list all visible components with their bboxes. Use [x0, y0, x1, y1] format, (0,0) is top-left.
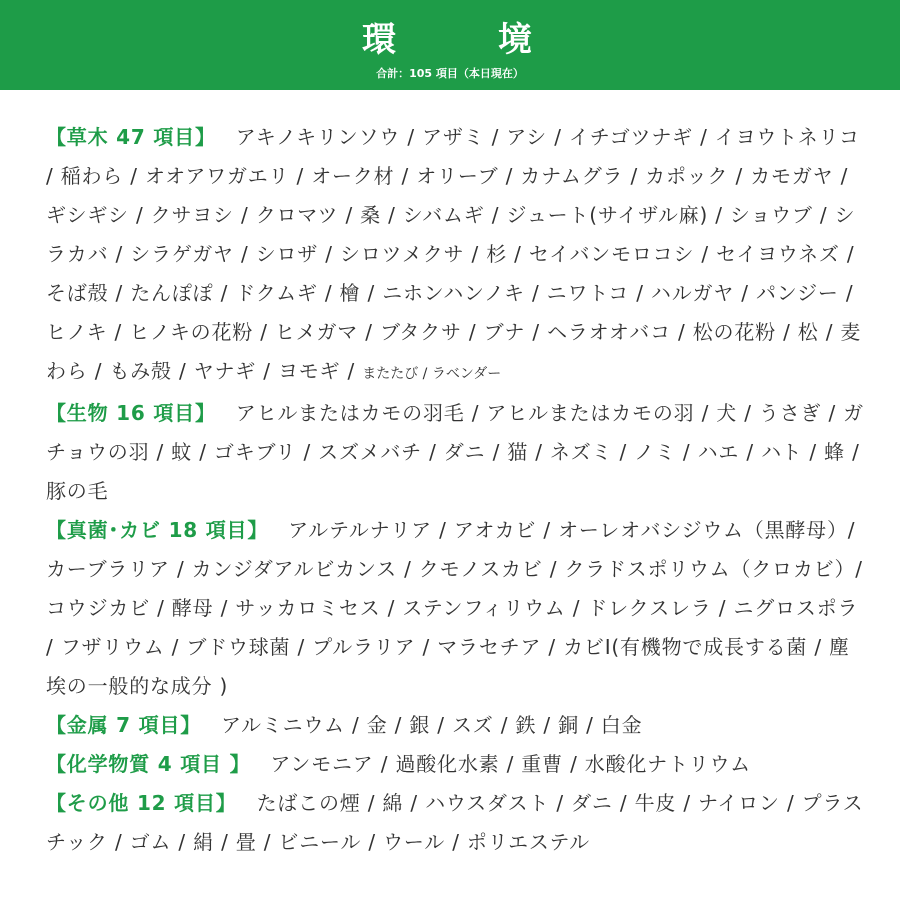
category-other: [46, 784, 864, 862]
category-items: アンモニア / 過酸化水素 / 重曹 / 水酸化ナトリウム: [270, 752, 751, 776]
page-title: [0, 20, 900, 61]
page-subtitle: 合計：105 項目（本日現在）: [376, 67, 524, 80]
category-small-items: またたび / ラベンダー: [362, 366, 502, 382]
category-label: 【生物 16 項目】: [46, 401, 216, 425]
category-label: 【真菌･カビ 18 項目】: [46, 518, 269, 542]
category-label: 【金属 7 項目】: [46, 713, 202, 737]
title-char-left: 環: [362, 20, 402, 60]
category-metals: [46, 706, 864, 745]
category-fungi: [46, 511, 864, 706]
category-label: 【化学物質 4 項目 】: [46, 752, 251, 776]
category-label: 【その他 12 項目】: [46, 791, 237, 815]
category-animals: [46, 394, 864, 511]
category-plants: [46, 118, 864, 394]
category-list: [46, 118, 864, 862]
category-items: たばこの煙 / 綿 / ハウスダスト / ダニ / 牛皮 / ナイロン / プラスチック / ゴム / 絹 / 畳 / ビニール / ウール / ポリエステル: [46, 791, 864, 854]
category-items: アヒルまたはカモの羽毛 / アヒルまたはカモの羽 / 犬 / うさぎ / ガチョウの羽 / 蚊 / ゴキブリ / スズメバチ / ダニ / 猫 / ネズミ / ノミ / ハエ / ハト / 蜂 / 豚の毛: [46, 401, 864, 503]
title-char-right: 境: [498, 20, 538, 60]
category-label: 【草木 47 項目】: [46, 125, 216, 149]
category-chemicals: [46, 745, 864, 784]
category-items: アキノキリンソウ / アザミ / アシ / イチゴツナギ / イヨウトネリコ / 稲わら / オオアワガエリ / オーク材 / オリーブ / カナムグラ / カポック / カモガヤ / ギシギシ / クサヨシ / クロマツ / 桑 / シバムギ / ジュート(サイザル麻) / ショウブ / シラカバ / シラゲガヤ / シロザ / シロツメクサ / 杉 / セイバンモロコシ / セイヨウネズ / そば殻 / たんぽぽ / ドクムギ / 檜 / ニホンハンノキ / ニワトコ / ハルガヤ / パンジー / ヒノキ / ヒノキの花粉 / ヒメガマ / ブタクサ / ブナ / ヘラオオバコ / 松の花粉 / 松 / 麦わら / もみ殻 / ヤナギ / ヨモギ /: [46, 125, 862, 383]
page-header: [0, 0, 900, 90]
category-items: アルミニウム / 金 / 銀 / スズ / 鉄 / 銅 / 白金: [221, 713, 643, 737]
category-items: アルテルナリア / アオカビ / オーレオバシジウム（黒酵母）/ カーブラリア / カンジダアルビカンス / クモノスカビ / クラドスポリウム（クロカビ）/ コウジカビ / 酵母 / サッカロミセス / ステンフィリウム / ドレクスレラ / ニグロスポラ / フザリウム / ブドウ球菌 / プルラリア / マラセチア / カビⅠ(有機物で成長する菌 / 塵埃の一般的な成分 ): [46, 518, 863, 698]
